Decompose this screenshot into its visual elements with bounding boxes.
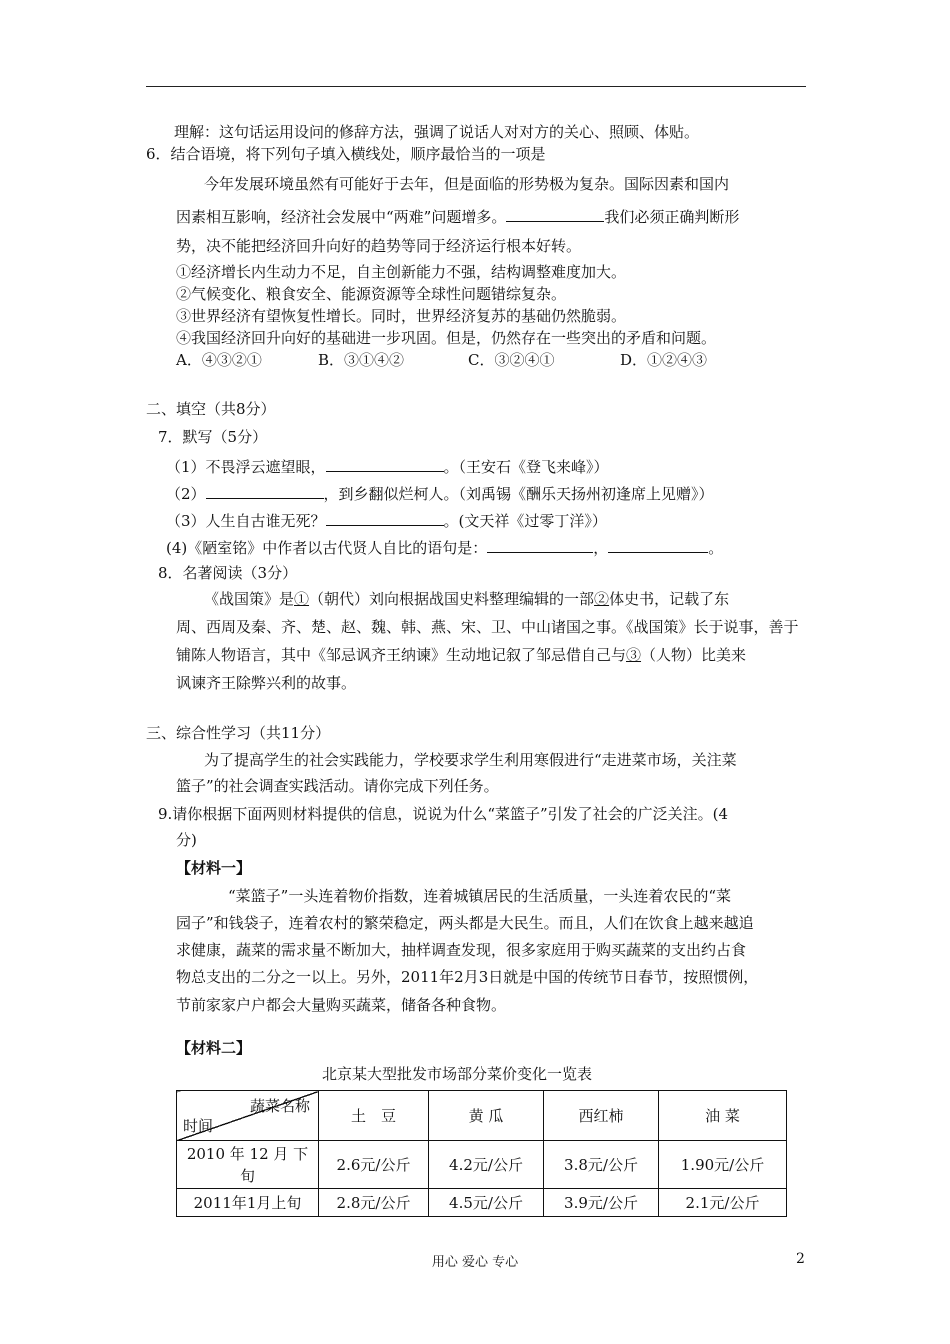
corner-label-vegetable: 蔬菜名称 xyxy=(249,1097,310,1115)
q7-line3-a: （3）人生自古谁无死？ xyxy=(166,512,326,530)
q8-line3-b: （人物）比美来 xyxy=(641,646,747,664)
table-corner-cell xyxy=(177,1091,319,1141)
material-2-title: 【材料二】 xyxy=(176,1039,252,1057)
q8-blank-2[interactable]: ② xyxy=(594,590,610,608)
q7-line4-c: 。 xyxy=(708,539,724,557)
row2-cucumber: 4.5元/公斤 xyxy=(429,1189,544,1217)
q8-blank-3[interactable]: ③ xyxy=(626,646,642,664)
q8-line1-c: 体史书，记载了东 xyxy=(609,590,730,608)
q7-blank-5[interactable] xyxy=(608,536,708,553)
q7-line1-b: 。（王安石《登飞来峰》） xyxy=(443,458,609,476)
row1-tomato: 3.8元/公斤 xyxy=(544,1141,659,1189)
q6-option-3: ③世界经济有望恢复性增长。同时，世界经济复苏的基础仍然脆弱。 xyxy=(176,307,627,325)
q8-line1 xyxy=(204,589,729,609)
vegetable-price-table xyxy=(176,1090,787,1217)
section2-title: 二、填空（共8分） xyxy=(146,400,276,418)
q6-choice-b[interactable]: B．③①④② xyxy=(318,351,405,369)
q7-blank-3[interactable] xyxy=(326,509,444,526)
q6-passage-line1: 今年发展环境虽然有可能好于去年，但是面临的形势极为复杂。国际因素和国内 xyxy=(204,175,730,193)
row1-cucumber: 4.2元/公斤 xyxy=(429,1141,544,1189)
header-tomato: 西红柿 xyxy=(544,1091,659,1141)
q7-line4 xyxy=(166,536,723,558)
material-1-line1: “菜篮子”一头连着物价指数，连着城镇居民的生活质量，一头连着农民的“菜 xyxy=(228,887,732,905)
row2-tomato: 3.9元/公斤 xyxy=(544,1189,659,1217)
q6-passage-line3: 势，决不能把经济回升向好的趋势等同于经济运行根本好转。 xyxy=(176,237,582,255)
q6-passage-line2-a: 因素相互影响，经济社会发展中“两难”问题增多。 xyxy=(176,208,507,226)
q8-line2: 周、西周及秦、齐、楚、赵、魏、韩、燕、宋、卫、中山诸国之事。《战国策》长于说事，善于 xyxy=(176,618,799,636)
row2-label: 2011年1月上旬 xyxy=(177,1189,319,1217)
q7-blank-2[interactable] xyxy=(206,482,324,499)
q9-stem-line2: 分) xyxy=(176,831,197,849)
q8-line3 xyxy=(176,645,746,665)
header-cucumber: 黄 瓜 xyxy=(429,1091,544,1141)
table-row xyxy=(177,1189,787,1217)
material-1-line5: 节前家家户户都会大量购买蔬菜，储备各种食物。 xyxy=(176,996,507,1014)
q6-choice-c[interactable]: C．③②④① xyxy=(468,351,555,369)
q6-choice-a[interactable]: A．④③②① xyxy=(176,351,262,369)
material-1-title: 【材料一】 xyxy=(176,859,252,877)
sec3-intro-line1: 为了提高学生的社会实践能力，学校要求学生利用寒假进行“走进菜市场，关注菜 xyxy=(204,751,737,769)
q8-line3-a: 铺陈人物语言，其中《邹忌讽齐王纳谏》生动地记叙了邹忌借自己与 xyxy=(176,646,627,664)
corner-label-time: 时间 xyxy=(183,1117,214,1135)
page-footer: 用心 爱心 专心 xyxy=(431,1255,519,1270)
q7-line1 xyxy=(166,455,609,477)
q7-blank-4[interactable] xyxy=(487,536,593,553)
q7-line3 xyxy=(166,509,607,531)
header-potato: 土 豆 xyxy=(319,1091,429,1141)
row1-label xyxy=(177,1141,319,1189)
q6-passage-line2-b: 我们必须正确判断形 xyxy=(604,208,740,226)
q8-line4: 讽谏齐王除弊兴利的故事。 xyxy=(176,674,357,692)
section3-title: 三、综合性学习（共11分） xyxy=(146,724,331,742)
material-1-line3: 求健康，蔬菜的需求量不断加大，抽样调查发现，很多家庭用于购买蔬菜的支出约占食 xyxy=(176,941,747,959)
q6-choice-d[interactable]: D．①②④③ xyxy=(620,351,708,369)
q7-line3-b: 。(文天祥《过零丁洋》） xyxy=(443,512,607,530)
table-caption: 北京某大型批发市场部分菜价变化一览表 xyxy=(322,1065,593,1083)
q8-blank-1[interactable]: ① xyxy=(294,590,310,608)
q5-explanation: 理解：这句话运用设问的修辞方法，强调了说话人对对方的关心、照顾、体贴。 xyxy=(174,123,700,141)
q7-line2-b: ，到乡翻似烂柯人。（刘禹锡《酬乐天扬州初逢席上见赠》） xyxy=(323,485,714,503)
q8-line1-a: 《战国策》是 xyxy=(204,590,295,608)
q6-stem: 6．结合语境，将下列句子填入横线处，顺序最恰当的一项是 xyxy=(146,145,546,163)
material-1-line2: 园子”和钱袋子，连着农村的繁荣稳定，两头都是大民生。而且，人们在饮食上越来越追 xyxy=(176,914,754,932)
row1-potato: 2.6元/公斤 xyxy=(319,1141,429,1189)
q7-line4-b: ， xyxy=(593,539,609,557)
material-1-line4: 物总支出的二分之一以上。另外，2011年2月3日就是中国的传统节日春节，按照惯例， xyxy=(176,968,759,986)
q7-line2-a: （2） xyxy=(166,485,206,503)
q7-line1-a: （1）不畏浮云遮望眼， xyxy=(166,458,326,476)
q8-line1-b: （朝代）刘向根据战国史料整理编辑的一部 xyxy=(309,590,595,608)
row2-potato: 2.8元/公斤 xyxy=(319,1189,429,1217)
sec3-intro-line2: 篮子”的社会调查实践活动。请你完成下列任务。 xyxy=(176,777,499,795)
row2-rapeseed: 2.1元/公斤 xyxy=(659,1189,787,1217)
row1-rapeseed: 1.90元/公斤 xyxy=(659,1141,787,1189)
row1-label-b: 旬 xyxy=(239,1166,255,1185)
q9-stem-line1: 9.请你根据下面两则材料提供的信息，说说为什么“菜篮子”引发了社会的广泛关注。(4 xyxy=(158,805,729,823)
page-number: 2 xyxy=(796,1251,805,1267)
table-row xyxy=(177,1141,787,1189)
header-rapeseed: 油 菜 xyxy=(659,1091,787,1141)
q7-title: 7．默写（5分） xyxy=(158,428,268,446)
q8-title: 8．名著阅读（3分） xyxy=(158,564,298,582)
q6-answer-blank[interactable] xyxy=(506,205,604,222)
q6-option-2: ②气候变化、粮食安全、能源资源等全球性问题错综复杂。 xyxy=(176,285,567,303)
q7-blank-1[interactable] xyxy=(326,455,444,472)
row1-label-a: 2010 年 12 月 下 xyxy=(186,1144,309,1163)
q6-option-1: ①经济增长内生动力不足，自主创新能力不强，结构调整难度加大。 xyxy=(176,263,627,281)
q7-line2 xyxy=(166,482,714,504)
header-rule xyxy=(146,86,806,87)
q7-line4-a: (4)《陋室铭》中作者以古代贤人自比的语句是： xyxy=(166,539,488,557)
q6-passage-line2 xyxy=(176,205,739,227)
table-header-row xyxy=(177,1091,787,1141)
q6-option-4: ④我国经济回升向好的基础进一步巩固。但是，仍然存在一些突出的矛盾和问题。 xyxy=(176,329,717,347)
